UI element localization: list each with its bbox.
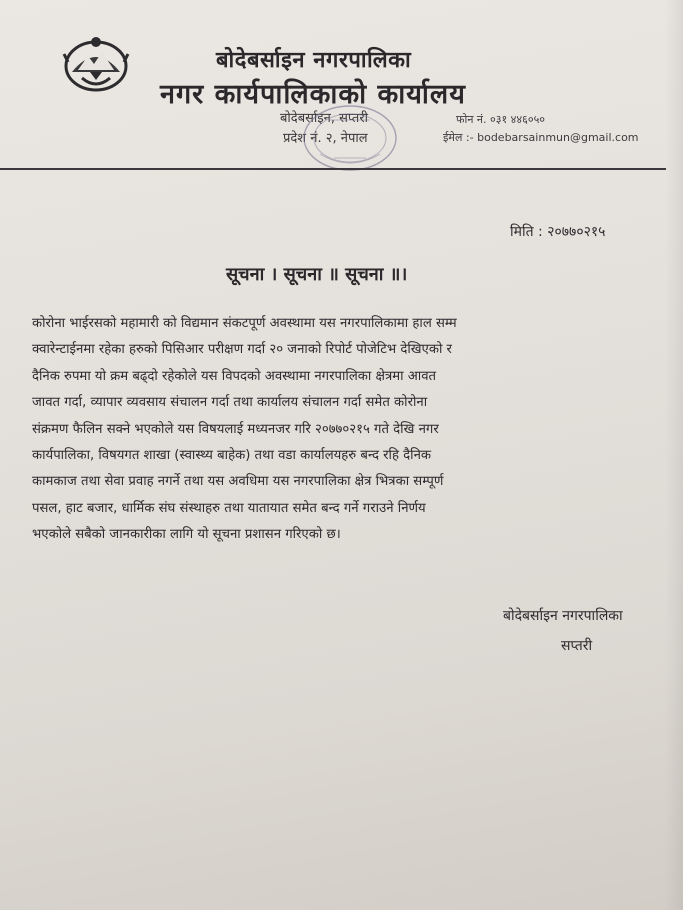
body-line: कार्यपालिका, विषयगत शाखा (स्वास्थ्य बाहेक) तथा वडा कार्यालयहरु बन्द रहि दैनिक (32, 448, 432, 464)
signature-org-name: बोदेबर्साइन नगरपालिका (503, 608, 623, 624)
body-line: कामकाज तथा सेवा प्रवाह नगर्ने तथा यस अवधिमा यस नगरपालिका क्षेत्र भित्रका सम्पूर्ण (32, 474, 444, 490)
org-name: बोदेबर्साइन नगरपालिका (216, 48, 412, 73)
office-address-line-2: प्रदेश नं. २, नेपाल (283, 131, 368, 146)
body-line: जावत गर्दा, व्यापार व्यवसाय संचालन गर्दा तथा कार्यालय संचालन गर्दा समेत कोरोना (32, 395, 428, 411)
office-name: नगर कार्यपालिकाको कार्यालय (160, 79, 466, 110)
nepal-emblem-icon (62, 32, 130, 94)
body-line: कोरोना भाईरसको महामारी को विद्यमान संकटपूर्ण अवस्थामा यस नगरपालिकामा हाल सम्म (32, 316, 457, 331)
signature-district: सप्तरी (561, 638, 593, 654)
body-line: भएकोले सबैको जानकारीका लागि यो सूचना प्रशासन गरिएको छ। (32, 527, 341, 543)
paper-shadow (665, 0, 683, 910)
notice-body (32, 311, 652, 549)
body-line: संक्रमण फैलिन सक्ने भएकोले यस विषयलाई मध्यनजर गरि २०७७०२१५ गते देखि नगर (32, 421, 439, 437)
office-stamp-icon (300, 102, 400, 174)
body-line: क्वारेन्टाईनमा रहेका हरुको पिसिआर परीक्षण गर्दा २० जनाको रिपोर्ट पोजेटिभ देखिएको र (32, 342, 452, 358)
office-address-line-1: बोदेबर्साइन, सप्तरी (280, 111, 369, 126)
body-line: दैनिक रुपमा यो क्रम बढ्दो रहेकोले यस विपदको अवस्थामा नगरपालिका क्षेत्रमा आवत (32, 368, 437, 384)
notice-title: सूचना । सूचना ॥ सूचना ॥। (226, 264, 408, 285)
notice-date: मिति : २०७७०२१५ (510, 224, 606, 240)
phone-number: फोन नं. ०३१ ४४६०५० (456, 113, 546, 126)
header-divider (0, 168, 666, 170)
email-address: ईमेल :- bodebarsainmun@gmail.com (443, 131, 639, 144)
body-line: पसल, हाट बजार, धार्मिक संघ संस्थाहरु तथा यातायात समेत बन्द गर्ने गराउने निर्णय (32, 500, 426, 516)
